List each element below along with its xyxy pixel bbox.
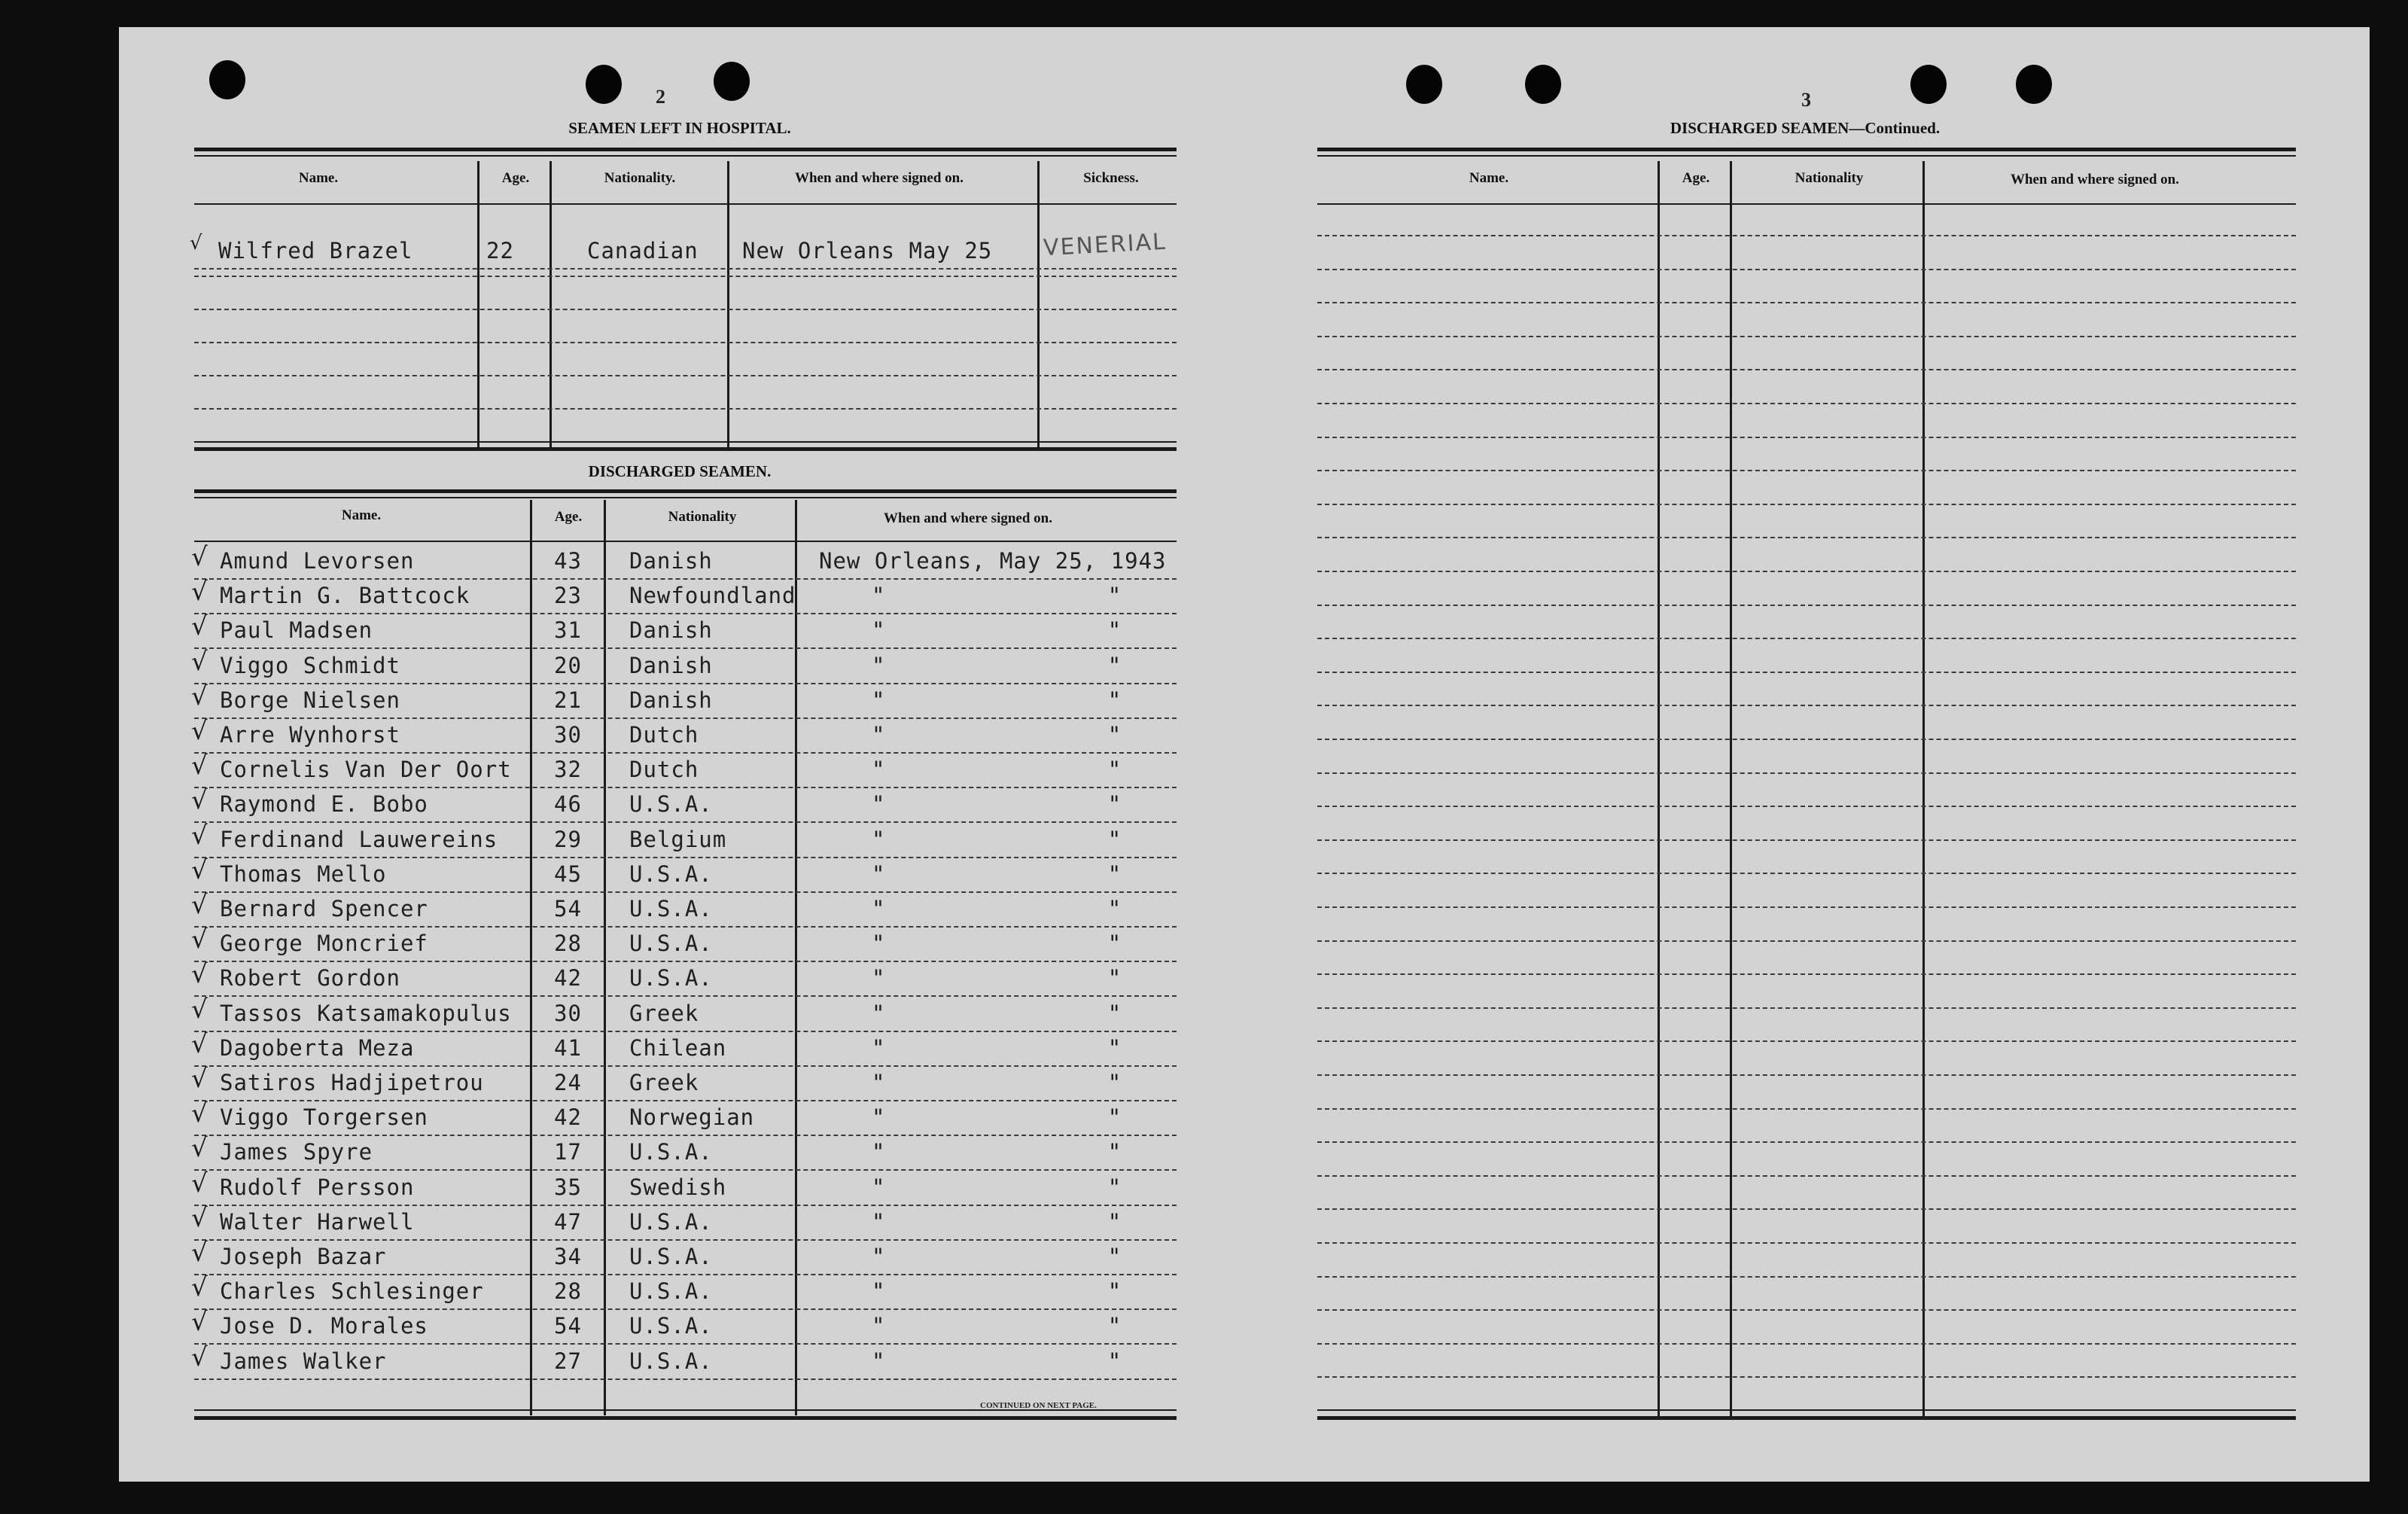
seaman-nationality: Dutch [629,757,699,783]
seaman-nationality: Danish [629,617,713,644]
seaman-nationality: Norwegian [629,1104,755,1131]
dotted-rule [194,408,1177,410]
dotted-rule [194,926,1177,928]
seaman-name: Thomas Mello [220,861,387,887]
dotted-rule [1317,906,2296,908]
column-header-signed-on: When and where signed on. [883,510,1053,526]
dotted-rule [194,1135,1177,1136]
seaman-name: Wilfred Brazel [218,238,413,264]
seaman-nationality: Canadian [587,238,699,264]
rule [194,203,1177,205]
dotted-rule [1317,302,2296,303]
seaman-age: 32 [554,757,582,783]
check-mark: √ [191,1238,208,1268]
dotted-rule [1317,1276,2296,1278]
seaman-name: Paul Madsen [220,617,373,644]
seaman-age: 28 [554,1278,582,1305]
dotted-rule [194,268,1177,270]
check-mark: √ [191,1168,208,1199]
check-mark: √ [191,820,208,851]
dotted-rule [1317,1040,2296,1042]
punch-hole [1406,65,1442,104]
right-page [1248,27,2370,1482]
dotted-rule [194,787,1177,788]
seaman-name: Robert Gordon [220,965,400,992]
seaman-name: George Moncrief [220,931,428,957]
dotted-rule [1317,873,2296,874]
column-divider [795,500,797,1415]
seaman-name: Rudolf Persson [220,1174,415,1200]
dotted-rule [194,1100,1177,1101]
dotted-rule [194,309,1177,310]
seaman-nationality: U.S.A. [629,1208,713,1235]
column-header-name: Name. [1469,170,1509,186]
dotted-rule [194,717,1177,719]
hospital-section-title: SEAMEN LEFT IN HOSPITAL. [568,119,791,137]
dotted-rule [1317,1141,2296,1143]
seaman-name: Amund Levorsen [220,548,415,574]
seaman-age: 42 [554,965,582,992]
column-header-name: Name. [298,170,339,186]
seaman-age: 46 [554,791,582,818]
check-mark: √ [191,716,208,746]
check-mark: √ [191,854,208,885]
signed-on: " " [872,583,1122,609]
column-divider [549,161,552,447]
dotted-rule [194,857,1177,858]
seaman-age: 27 [554,1348,582,1374]
seaman-age: 43 [554,548,582,574]
signed-on: " " [872,1070,1122,1095]
punch-hole [714,62,750,101]
seaman-nationality: U.S.A. [629,1139,713,1165]
column-header-age: Age. [501,170,530,186]
column-divider [604,500,606,1415]
check-mark: √ [190,232,202,254]
sickness: VENERIAL [1043,228,1167,262]
dotted-rule [194,1169,1177,1171]
seaman-name: Arre Wynhorst [220,722,400,748]
dotted-rule [194,1239,1177,1241]
seaman-name: Tassos Katsamakopulus [220,1000,512,1026]
column-header-nationality: Nationality [1795,170,1864,186]
column-header-signed-on: When and where signed on. [2010,172,2180,187]
signed-on: " " [872,1348,1122,1374]
check-mark: √ [191,542,208,572]
column-header-sickness: Sickness. [1083,170,1139,186]
seaman-name: James Spyre [220,1139,373,1165]
signed-on: " " [872,722,1122,748]
rule [1317,1409,2296,1411]
seaman-age: 45 [554,861,582,887]
dotted-rule [1317,1007,2296,1009]
dotted-rule [194,891,1177,893]
signed-on: New Orleans May 25 [742,238,993,264]
dotted-rule [1317,1108,2296,1110]
dotted-rule [1317,605,2296,606]
seaman-name: Ferdinand Lauwereins [220,826,498,852]
seaman-name: James Walker [220,1348,387,1374]
punch-hole [586,65,622,104]
seaman-nationality: U.S.A. [629,861,713,887]
check-mark: √ [191,1307,208,1338]
seaman-name: Cornelis Van Der Oort [220,757,512,783]
rule [1317,155,2296,157]
seaman-nationality: U.S.A. [629,1278,713,1305]
rule [1317,1416,2296,1420]
seaman-nationality: Belgium [629,826,727,852]
column-divider [727,161,729,447]
document-sheet [119,27,2370,1482]
seaman-nationality: Danish [629,652,713,678]
dotted-rule [1317,369,2296,370]
seaman-age: 21 [554,687,582,713]
seaman-name: Walter Harwell [220,1208,415,1235]
dotted-rule [1317,1376,2296,1378]
column-header-nationality: Nationality [668,509,737,525]
seaman-nationality: U.S.A. [629,791,713,818]
seaman-name: Joseph Bazar [220,1244,387,1269]
rule [194,489,1177,493]
seaman-nationality: Newfoundland [629,583,796,609]
seaman-nationality: Chilean [629,1034,727,1061]
seaman-age: 28 [554,931,582,957]
signed-on: " " [872,1244,1122,1269]
seaman-name: Bernard Spencer [220,896,428,921]
seaman-age: 20 [554,652,582,678]
dotted-rule [1317,1242,2296,1244]
column-header-signed-on: When and where signed on. [794,170,964,186]
signed-on: " " [872,965,1122,992]
dotted-rule [1317,806,2296,807]
check-mark: √ [191,994,208,1025]
rule [1317,148,2296,151]
dotted-rule [194,1308,1177,1310]
signed-on: " " [872,1208,1122,1235]
dotted-rule [1317,672,2296,673]
dotted-rule [194,683,1177,684]
dotted-rule [1317,336,2296,337]
seaman-age: 29 [554,826,582,852]
seaman-nationality: Dutch [629,722,699,748]
check-mark: √ [191,681,208,711]
dotted-rule [1317,504,2296,505]
check-mark: √ [191,925,208,955]
rule [1317,203,2296,205]
seaman-age: 54 [554,896,582,921]
seaman-age: 30 [554,1000,582,1026]
signed-on: " " [872,1104,1122,1131]
column-divider [1658,161,1660,1420]
check-mark: √ [191,890,208,920]
column-divider [1730,161,1732,1420]
check-mark: √ [191,1098,208,1129]
check-mark: √ [191,1064,208,1094]
dotted-rule [194,647,1177,649]
dotted-rule [194,961,1177,962]
seaman-nationality: U.S.A. [629,1244,713,1269]
seaman-nationality: Greek [629,1070,699,1095]
dotted-rule [194,1205,1177,1206]
signed-on: " " [872,931,1122,957]
seaman-age: 31 [554,617,582,644]
seaman-nationality: U.S.A. [629,1348,713,1374]
dotted-rule [1317,1309,2296,1311]
dotted-rule [1317,638,2296,639]
continued-note: CONTINUED ON NEXT PAGE. [980,1401,1097,1410]
dotted-rule [1317,1074,2296,1076]
punch-hole [1910,65,1947,104]
punch-hole [2016,65,2052,104]
dotted-rule [1317,235,2296,236]
rule [194,155,1177,157]
seaman-name: Martin G. Battcock [220,583,470,609]
dotted-rule [1317,1208,2296,1210]
dotted-rule [194,995,1177,997]
seaman-name: Dagoberta Meza [220,1034,415,1061]
seaman-nationality: U.S.A. [629,1313,713,1339]
signed-on: " " [872,1278,1122,1305]
column-header-name: Name. [341,507,382,523]
signed-on: " " [872,1034,1122,1061]
check-mark: √ [191,646,208,677]
seaman-age: 23 [554,583,582,609]
column-divider [477,161,479,447]
dotted-rule [1317,1343,2296,1345]
signed-on: " " [872,617,1122,644]
dotted-rule [1317,537,2296,538]
dotted-rule [1317,739,2296,740]
signed-on: " " [872,687,1122,713]
rule [194,497,1177,498]
seaman-name: Viggo Torgersen [220,1104,428,1131]
signed-on: " " [872,1313,1122,1339]
dotted-rule [194,1274,1177,1275]
check-mark: √ [191,1342,208,1372]
seaman-age: 17 [554,1139,582,1165]
signed-on: " " [872,1000,1122,1026]
dotted-rule [1317,772,2296,774]
dotted-rule [1317,470,2296,471]
signed-on: " " [872,652,1122,678]
dotted-rule [194,276,1177,277]
seaman-name: Satiros Hadjipetrou [220,1070,484,1095]
signed-on: " " [872,1139,1122,1165]
check-mark: √ [191,577,208,608]
punch-hole [209,60,245,99]
seaman-age: 30 [554,722,582,748]
seaman-nationality: U.S.A. [629,965,713,992]
dotted-rule [194,613,1177,614]
dotted-rule [1317,940,2296,942]
seaman-nationality: U.S.A. [629,931,713,957]
column-divider [530,500,532,1415]
check-mark: √ [191,751,208,781]
page-number: 3 [1801,89,1811,111]
dotted-rule [194,1031,1177,1032]
seaman-age: 34 [554,1244,582,1269]
signed-on: " " [872,1174,1122,1200]
dotted-rule [1317,403,2296,404]
seaman-name: Borge Nielsen [220,687,400,713]
seaman-age: 24 [554,1070,582,1095]
rule [194,148,1177,151]
dotted-rule [194,375,1177,376]
seaman-age: 41 [554,1034,582,1061]
discharged-section-title: DISCHARGED SEAMEN. [588,462,772,480]
seaman-name: Raymond E. Bobo [220,791,428,818]
dotted-rule [194,1378,1177,1380]
seaman-age: 35 [554,1174,582,1200]
section-title: DISCHARGED SEAMEN—Continued. [1670,119,1941,137]
dotted-rule [194,1343,1177,1345]
dotted-rule [194,578,1177,580]
column-header-nationality: Nationality. [604,170,676,186]
seaman-age: 47 [554,1208,582,1235]
dotted-rule [1317,839,2296,841]
rule [194,1416,1177,1420]
column-divider [1037,161,1040,447]
seaman-age: 42 [554,1104,582,1131]
seaman-name: Jose D. Morales [220,1313,428,1339]
seaman-age: 54 [554,1313,582,1339]
page-number: 2 [656,86,665,108]
check-mark: √ [191,611,208,642]
dotted-rule [1317,437,2296,438]
rule [194,541,1177,542]
dotted-rule [194,821,1177,823]
seaman-nationality: Danish [629,687,713,713]
signed-on: " " [872,757,1122,783]
seaman-nationality: Swedish [629,1174,727,1200]
seaman-age: 22 [486,238,514,264]
signed-on: " " [872,896,1122,921]
check-mark: √ [191,785,208,816]
signed-on: New Orleans, May 25, 1943 [819,548,1167,574]
dotted-rule [1317,269,2296,270]
column-header-age: Age. [554,509,583,525]
signed-on: " " [872,791,1122,818]
dotted-rule [1317,705,2296,706]
signed-on: " " [872,861,1122,887]
seaman-nationality: Greek [629,1000,699,1026]
seaman-name: Viggo Schmidt [220,652,400,678]
seaman-nationality: U.S.A. [629,896,713,921]
punch-hole [1525,65,1561,104]
dotted-rule [1317,1175,2296,1177]
dotted-rule [194,342,1177,343]
check-mark: √ [191,959,208,990]
left-page [119,27,1248,1482]
check-mark: √ [191,1028,208,1059]
column-divider [1922,161,1925,1420]
dotted-rule [194,1065,1177,1067]
check-mark: √ [191,1133,208,1164]
signed-on: " " [872,826,1122,852]
rule [194,447,1177,451]
dotted-rule [1317,973,2296,975]
rule [194,441,1177,443]
check-mark: √ [191,1202,208,1233]
dotted-rule [194,752,1177,754]
seaman-name: Charles Schlesinger [220,1278,484,1305]
seaman-nationality: Danish [629,548,713,574]
dotted-rule [1317,571,2296,572]
check-mark: √ [191,1272,208,1303]
column-header-age: Age. [1682,170,1710,186]
